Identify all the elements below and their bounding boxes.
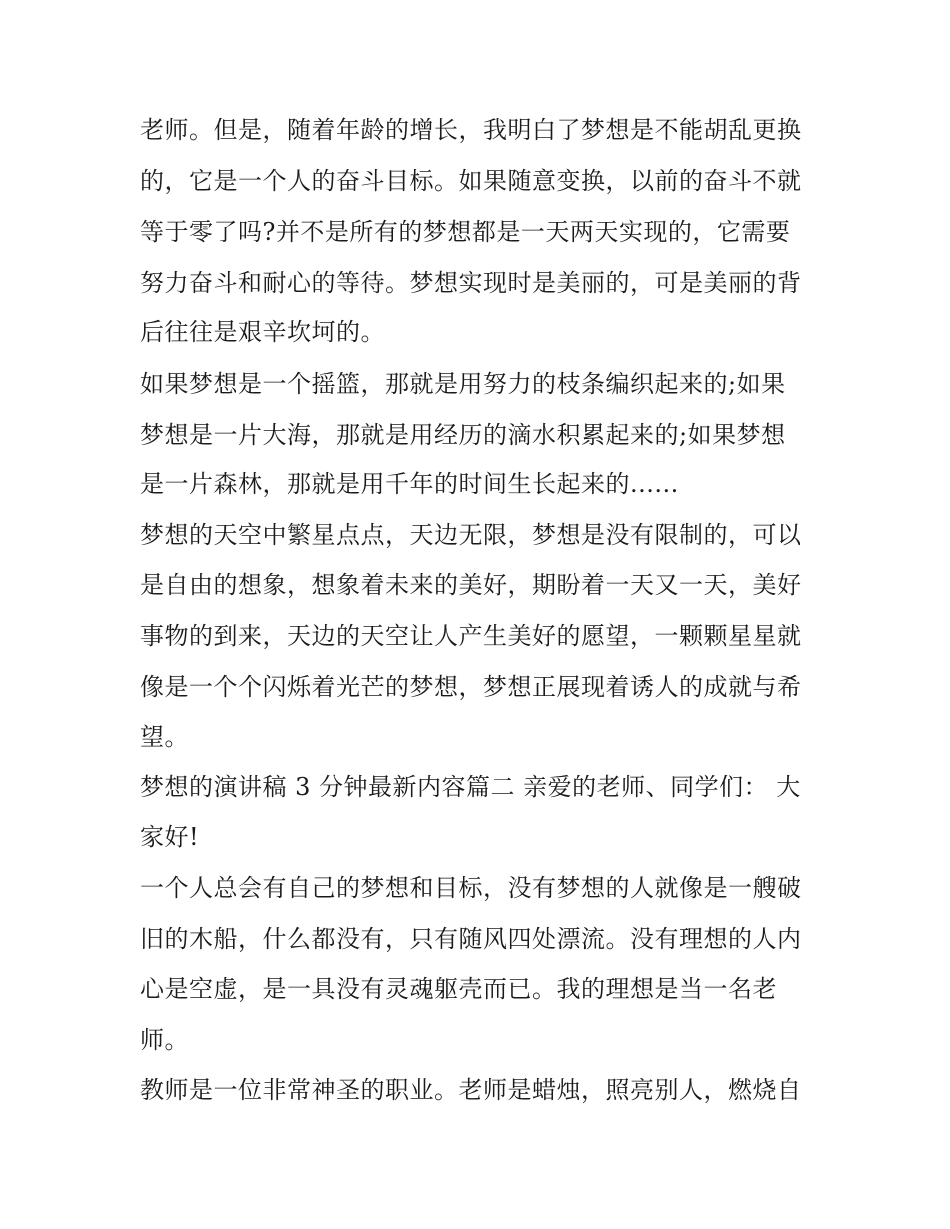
text-line: 一个人总会有自己的梦想和目标，没有梦想的人就像是一艘破 bbox=[140, 874, 802, 902]
text-line: 等于零了吗?并不是所有的梦想都是一天两天实现的，它需要 bbox=[140, 218, 791, 246]
text-line: 像是一个个闪烁着光芒的梦想，梦想正展现着诱人的成就与希 bbox=[140, 673, 802, 701]
text-line: 家好! bbox=[140, 823, 200, 851]
text-line: 旧的木船，什么都没有，只有随风四处漂流。没有理想的人内 bbox=[140, 925, 802, 953]
text-line: 如果梦想是一个摇篮，那就是用努力的枝条编织起来的;如果 bbox=[140, 370, 786, 398]
text-line: 师。 bbox=[140, 1026, 189, 1054]
text-line: 老师。但是，随着年龄的增长，我明白了梦想是不能胡乱更换 bbox=[140, 116, 802, 144]
text-line: 梦想是一片大海，那就是用经历的滴水积累起来的;如果梦想 bbox=[140, 421, 786, 449]
text-line: 的，它是一个人的奋斗目标。如果随意变换，以前的奋斗不就 bbox=[140, 167, 802, 195]
text-line: 后往往是艰辛坎坷的。 bbox=[140, 318, 385, 346]
text-line: 努力奋斗和耐心的等待。梦想实现时是美丽的，可是美丽的背 bbox=[140, 269, 802, 297]
text-line: 是自由的想象，想象着未来的美好，期盼着一天又一天，美好 bbox=[140, 571, 802, 599]
text-line: 心是空虚，是一具没有灵魂躯壳而已。我的理想是当一名老 bbox=[140, 975, 777, 1003]
text-line: 事物的到来，天边的天空让人产生美好的愿望，一颗颗星星就 bbox=[140, 622, 802, 650]
text-line: 梦想的天空中繁星点点，天边无限，梦想是没有限制的，可以 bbox=[140, 521, 802, 549]
text-line: 望。 bbox=[140, 723, 189, 751]
text-line: 教师是一位非常神圣的职业。老师是蜡烛，照亮别人，燃烧自 bbox=[140, 1076, 802, 1104]
text-line: 是一片森林，那就是用千年的时间生长起来的...... bbox=[140, 470, 679, 498]
text-line: 梦想的演讲稿 3 分钟最新内容篇二 亲爱的老师、同学们： 大 bbox=[140, 773, 801, 801]
